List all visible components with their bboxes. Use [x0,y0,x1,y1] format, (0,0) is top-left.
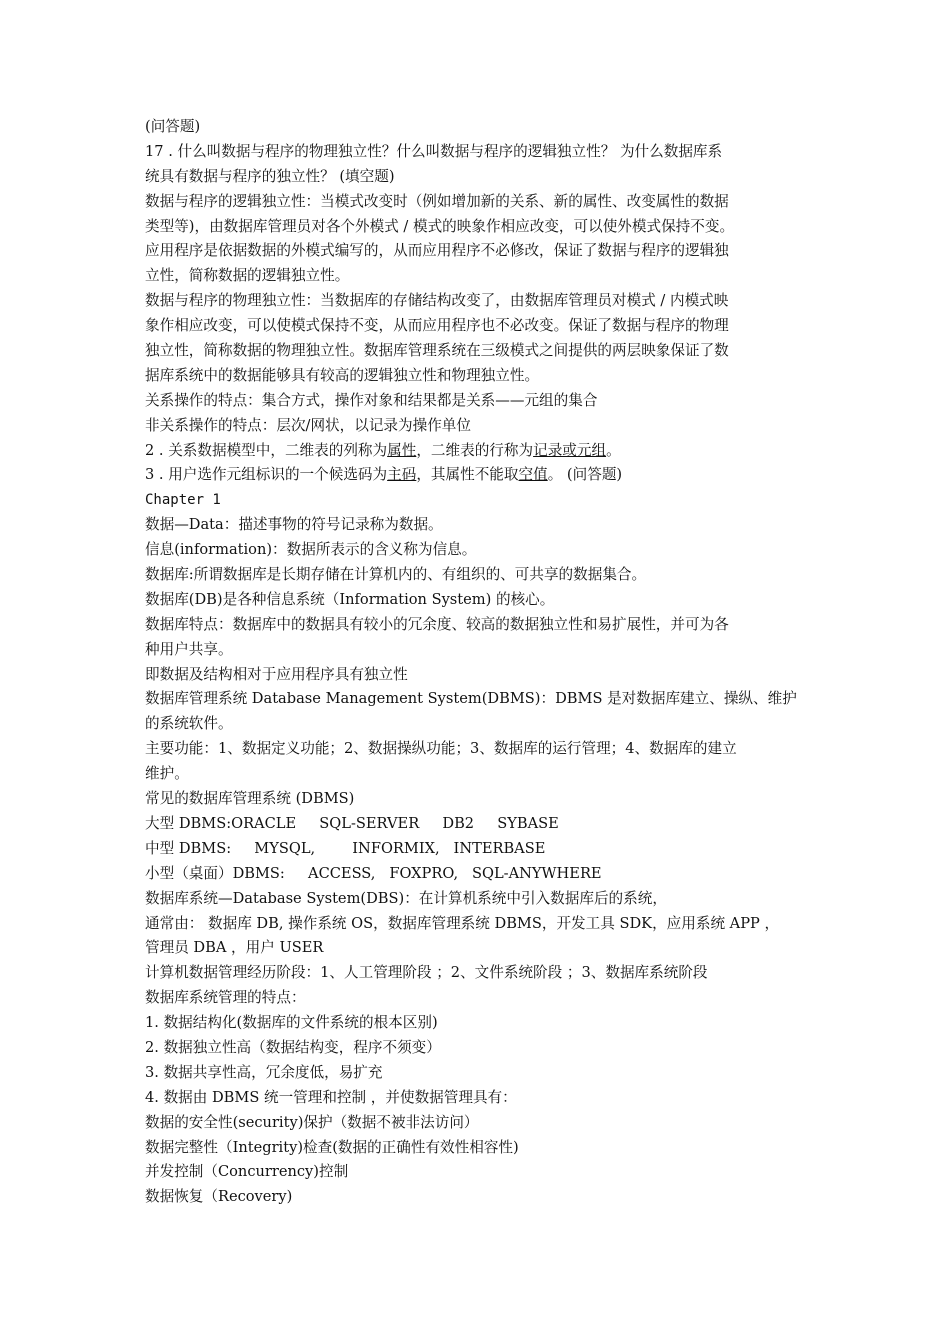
list-item: 1. 数据结构化(数据库的文件系统的根本区别) [145,1014,438,1032]
text-line: 数据完整性（Integrity)检查(数据的正确性有效性相容性) [145,1138,519,1156]
text-segment: ，其属性不能取 [416,466,519,484]
dbms-medium: 中型 DBMS: MYSQL, INFORMIX, INTERBASE [145,839,546,857]
text-segment: 。 (问答题) [547,466,623,484]
text-line: 常见的数据库管理系统 (DBMS) [145,790,355,808]
document-body [145,115,813,1210]
text-line: 计算机数据管理经历阶段：1、人工管理阶段 ；2、文件系统阶段 ；3、数据库系统阶段 [145,964,708,982]
dbms-small: 小型（桌面）DBMS: ACCESS, FOXPRO, SQL-ANYWHERE [145,864,602,882]
text-line: (问答题) [145,118,201,135]
list-item: 2. 数据独立性高（数据结构变，程序不须变） [145,1038,441,1056]
answer-underlined: 属性 [387,441,417,459]
text-line: 立性，简称数据的逻辑独立性。 [145,267,350,285]
answer-underlined: 主码 [387,466,417,484]
text-line: 并发控制（Concurrency)控制 [145,1163,349,1181]
text-line: 数据与程序的物理独立性：当数据库的存储结构改变了，由数据库管理员对模式 / 内模式映 [145,292,729,310]
text-segment: ，二维表的行称为 [416,441,534,459]
question-3 [145,463,813,488]
dbms-large: 大型 DBMS:ORACLE SQL-SERVER DB2 SYBASE [145,814,559,832]
text-line: 象作相应改变，可以使模式保持不变，从而应用程序也不必改变。保证了数据与程序的物理 [145,317,729,335]
text-line: 信息(information)：数据所表示的含义称为信息。 [145,541,477,559]
text-line: 数据库管理系统 Database Management System(DBMS)：DBMS 是对数据库建立、操纵、维护 [145,690,797,708]
text-line: 的系统软件。 [145,715,233,733]
question-17: 17 . 什么叫数据与程序的物理独立性？什么叫数据与程序的逻辑独立性？ 为什么数据库系 [145,142,723,160]
text-line: 非关系操作的特点：层次/网状，以记录为操作单位 [145,416,471,434]
text-line: 类型等)，由数据库管理员对各个外模式 / 模式的映象作相应改变，可以使外模式保持不变。 [145,217,735,235]
text-line: 统具有数据与程序的独立性？ (填空题) [145,167,395,185]
chapter-heading: Chapter 1 [145,492,221,509]
text-line: 据库系统中的数据能够具有较高的逻辑独立性和物理独立性。 [145,366,540,384]
text-segment: 2 . 关系数据模型中，二维表的列称为 [145,441,388,459]
question-2 [145,439,813,464]
text-line: 数据—Data：描述事物的符号记录称为数据。 [145,516,443,534]
text-segment: 3 . 用户选作元组标识的一个候选码为 [145,466,388,484]
text-line: 管理员 DBA ，用户 USER [145,939,324,957]
text-line: 维护。 [145,765,189,783]
text-line: 主要功能：1、数据定义功能；2、数据操纵功能；3、数据库的运行管理；4、数据库的建立 [145,740,737,758]
text-line: 数据库:所谓数据库是长期存储在计算机内的、有组织的、可共享的数据集合。 [145,566,647,584]
list-item: 4. 数据由 DBMS 统一管理和控制 ，并使数据管理具有： [145,1088,517,1106]
text-line: 数据库(DB)是各种信息系统（Information System) 的核心。 [145,590,555,608]
answer-underlined: 记录或元组 [533,441,607,459]
text-line: 应用程序是依据数据的外模式编写的，从而应用程序不必修改，保证了数据与程序的逻辑独 [145,242,729,260]
text-line: 种用户共享。 [145,640,233,658]
text-line: 关系操作的特点：集合方式，操作对象和结果都是关系——元组的集合 [145,391,598,409]
text-line: 数据的安全性(security)保护（数据不被非法访问） [145,1113,479,1131]
text-line: 数据与程序的逻辑独立性：当模式改变时（例如增加新的关系、新的属性、改变属性的数据 [145,192,729,210]
text-line: 数据恢复（Recovery) [145,1188,293,1206]
text-line: 数据库系统管理的特点： [145,989,306,1007]
text-line: 数据库特点：数据库中的数据具有较小的冗余度、较高的数据独立性和易扩展性，并可为各 [145,615,729,633]
text-line: 即数据及结构相对于应用程序具有独立性 [145,665,408,683]
text-line: 数据库系统—Database System(DBS)：在计算机系统中引入数据库后的系统， [145,889,667,907]
text-line: 独立性，简称数据的物理独立性。数据库管理系统在三级模式之间提供的两层映象保证了数 [145,342,729,360]
text-segment: 。 [606,441,621,459]
answer-underlined: 空值 [518,466,548,484]
text-line: 通常由： 数据库 DB, 操作系统 OS，数据库管理系统 DBMS，开发工具 SDK，应用系统 APP ， [145,914,780,932]
list-item: 3. 数据共享性高，冗余度低，易扩充 [145,1063,383,1081]
